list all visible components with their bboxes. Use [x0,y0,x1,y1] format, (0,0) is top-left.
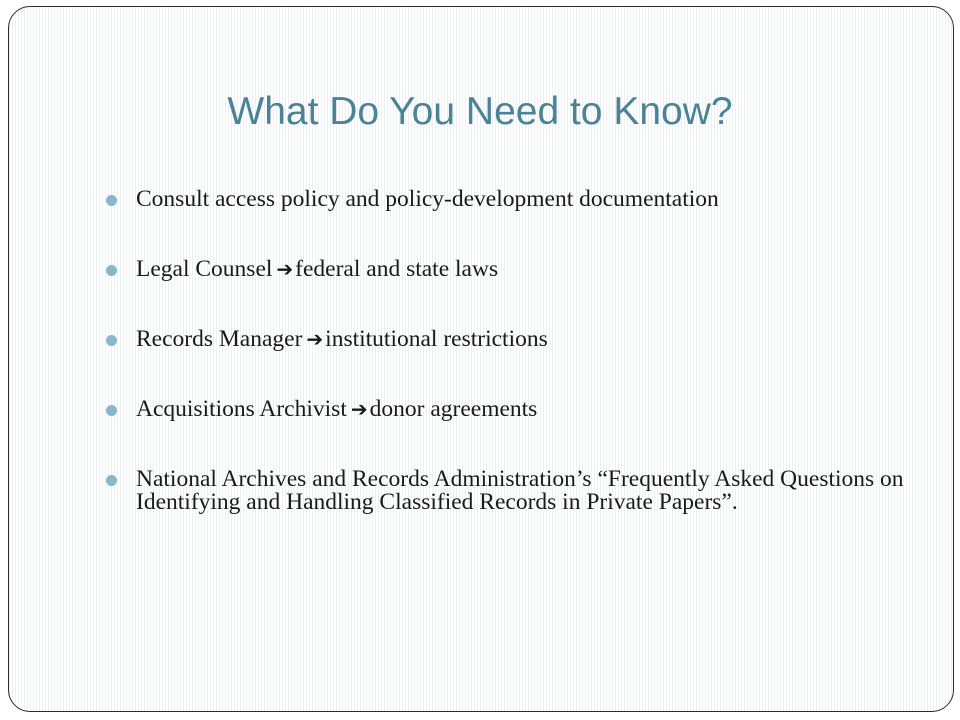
bullet-marker-icon [106,405,117,416]
bullet-source: Acquisitions Archivist [136,396,347,422]
bullet-target: donor agreements [369,396,538,422]
bullet-item-records-manager [104,328,904,351]
bullet-text: Consult access policy and policy-development documentation [136,186,719,212]
bullet-target: federal and state laws [295,256,499,282]
bullet-item-policy-docs [104,188,904,211]
bullet-text: National Archives and Records Administration’s “Frequently Asked Questions on Identifying and Handling Classified Records in Private Papers”. [136,466,904,515]
arrow-right-icon: ➔ [350,397,368,421]
bullet-target: institutional restrictions [325,326,548,352]
bullet-source: Legal Counsel [136,256,273,282]
bullet-list [104,188,904,514]
bullet-item-nara-faq [104,468,904,514]
arrow-right-icon: ➔ [306,327,324,351]
slide-title: What Do You Need to Know? [227,90,733,133]
arrow-right-icon: ➔ [276,257,294,281]
bullet-marker-icon [106,265,117,276]
bullet-item-legal-counsel [104,258,904,281]
bullet-marker-icon [106,475,117,486]
bullet-marker-icon [106,335,117,346]
bullet-item-acquisitions-archivist [104,398,904,421]
bullet-marker-icon [106,195,117,206]
bullet-source: Records Manager [136,326,303,352]
